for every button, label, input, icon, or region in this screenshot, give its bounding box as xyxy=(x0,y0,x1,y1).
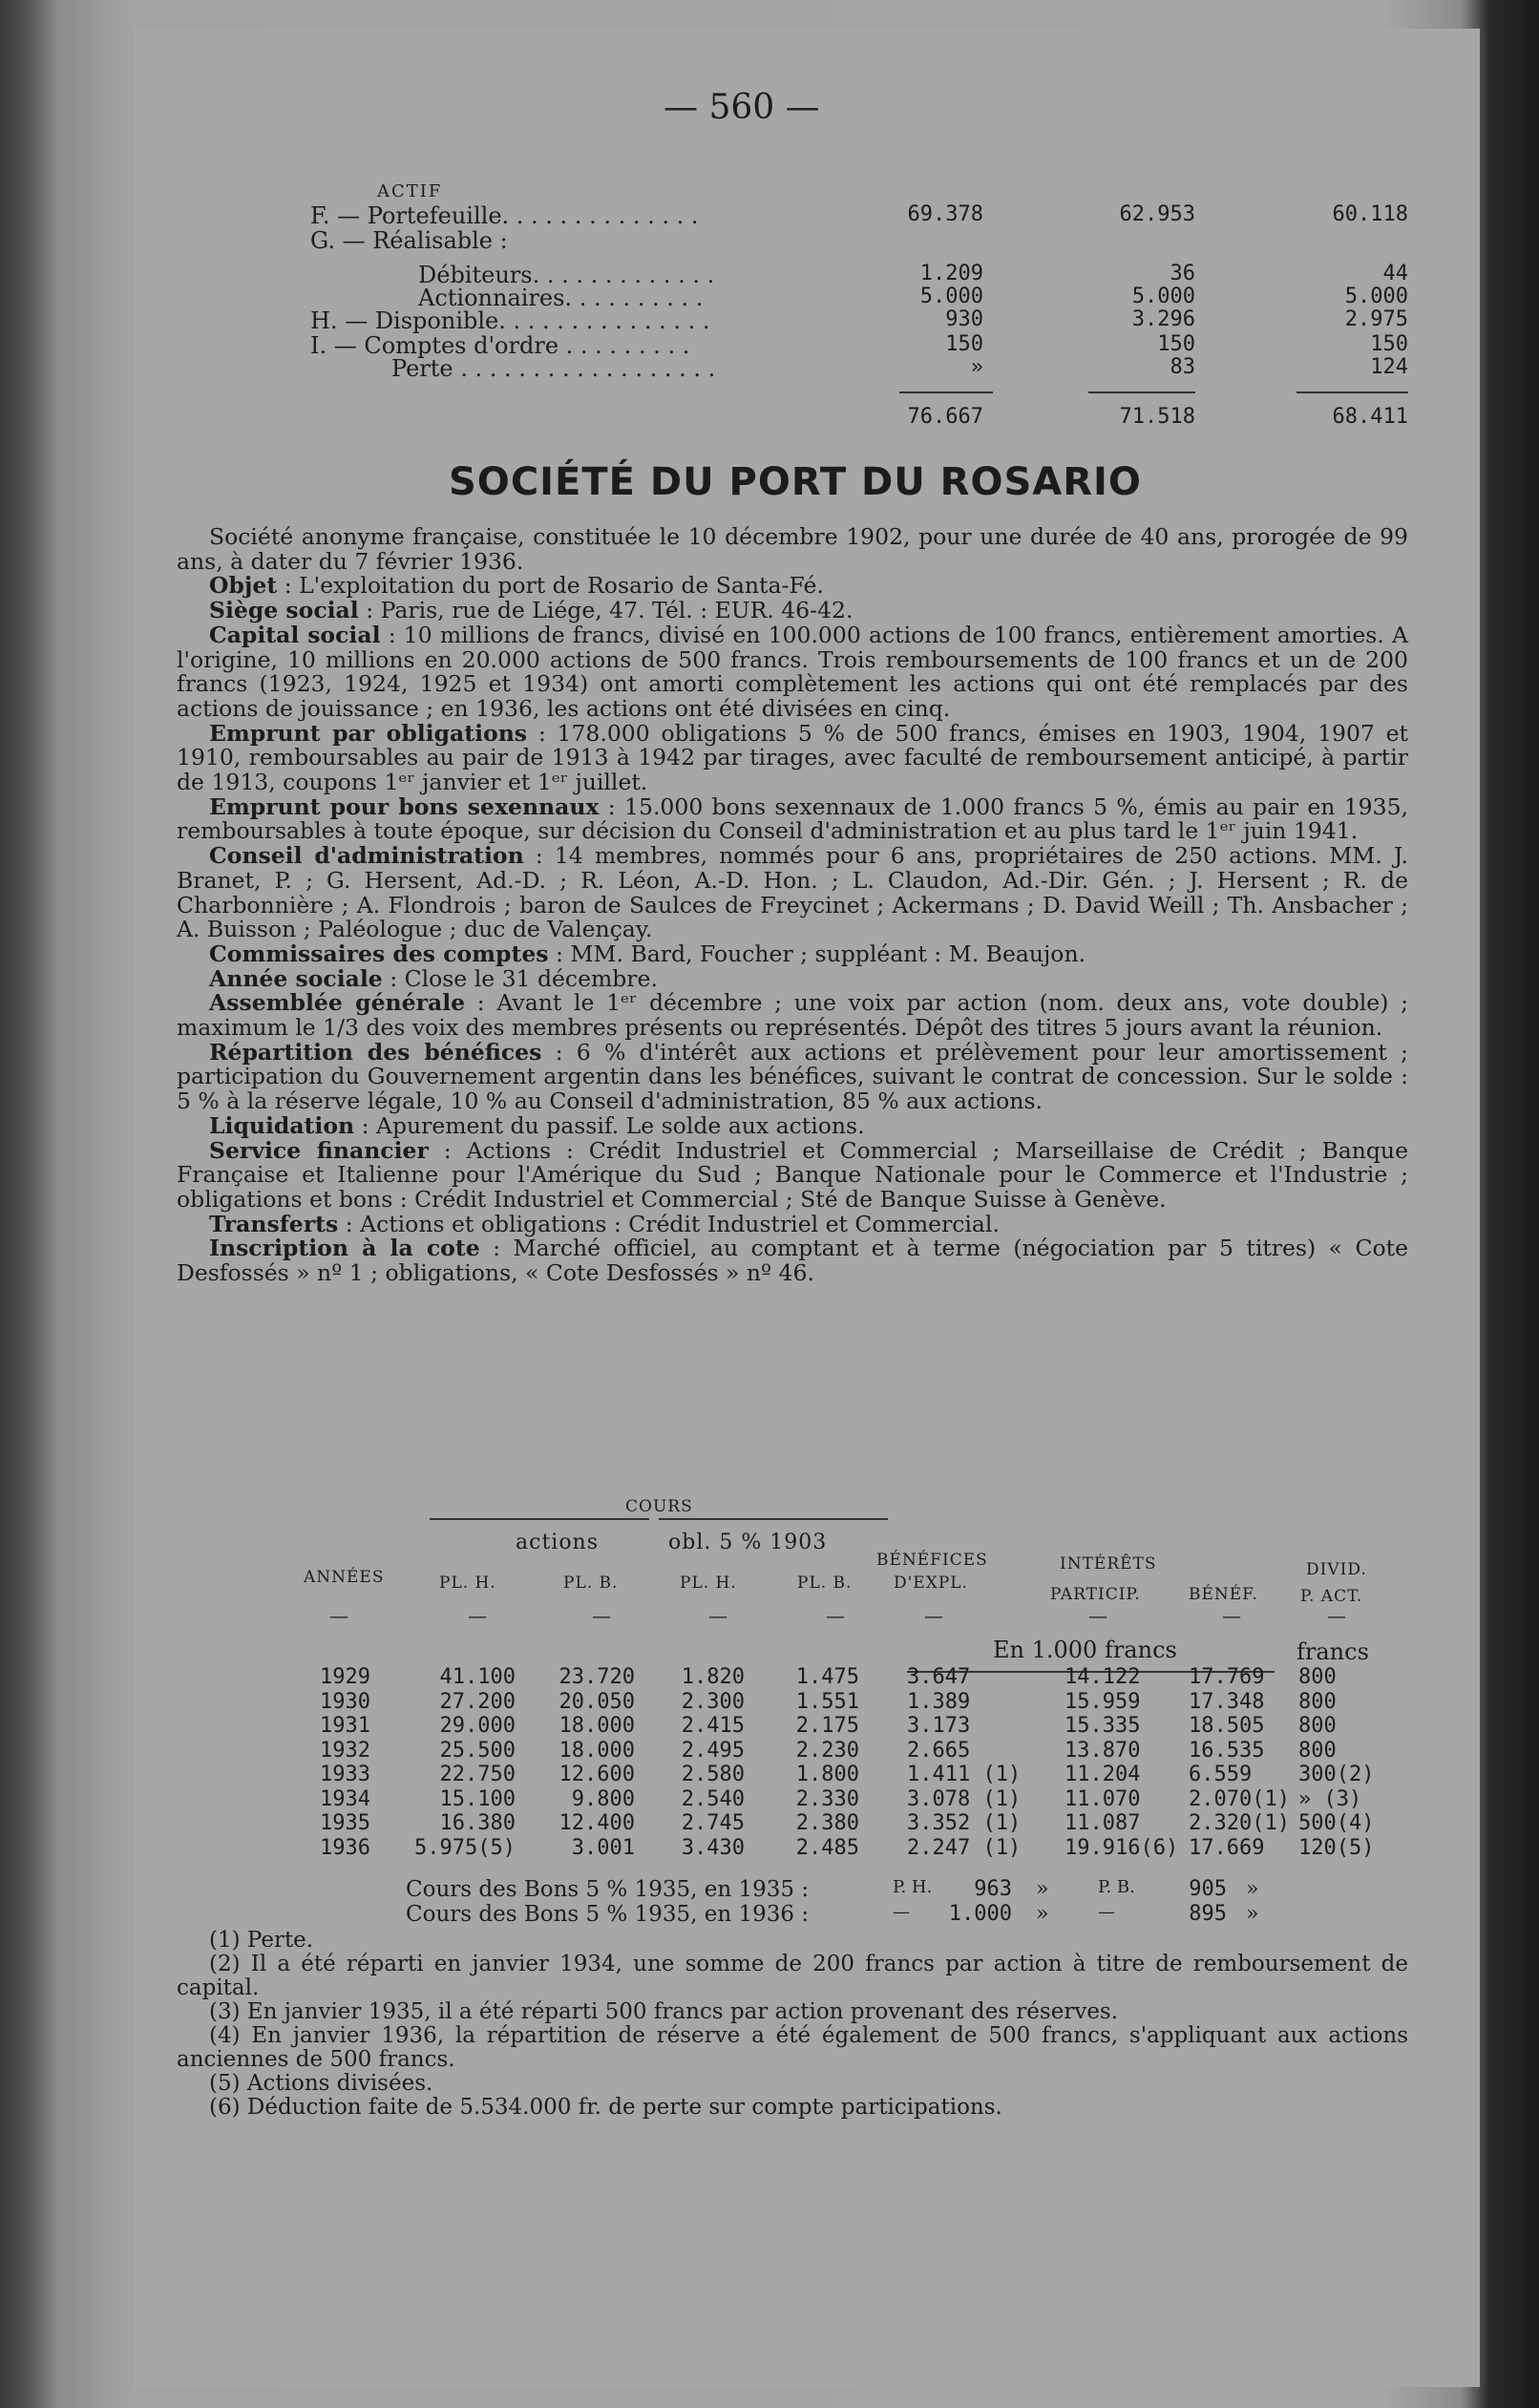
actif-row-value: 3.296 xyxy=(1131,307,1195,331)
section-label: Commissaires des comptes xyxy=(209,940,549,967)
table-cell: 2.330 xyxy=(795,1786,859,1811)
total-rule xyxy=(899,391,993,393)
company-title: SOCIÉTÉ DU PORT DU ROSARIO xyxy=(449,460,1142,504)
table-cell: 1934 xyxy=(320,1786,370,1811)
table-cell: 41.100 xyxy=(439,1665,516,1689)
col-obl-pl-b: PL. B. xyxy=(797,1574,853,1593)
actif-row-label: Débiteurs. . . . . . . . . . . . . xyxy=(418,262,715,288)
table-cell: 2.247 (1) xyxy=(907,1835,1022,1860)
section-paragraph xyxy=(177,964,1408,992)
table-cell: 300(2) xyxy=(1298,1763,1375,1786)
table-cell: 20.050 xyxy=(559,1689,635,1714)
table-cell: 18.000 xyxy=(559,1738,635,1763)
section-label: Service financier xyxy=(209,1136,429,1164)
actif-total-value: 71.518 xyxy=(1119,405,1195,429)
bons-ph: P. H. xyxy=(893,1877,933,1897)
actif-row-value: 69.378 xyxy=(907,202,983,226)
actif-heading: ACTIF xyxy=(377,181,443,201)
footnotes xyxy=(177,1929,1408,2120)
table-cell: 11.070 xyxy=(1065,1786,1141,1811)
section-text: : MM. Bard, Foucher ; suppléant : M. Beaujon. xyxy=(548,940,1086,967)
table-cell: 2.745 xyxy=(681,1811,745,1835)
total-rule xyxy=(1297,391,1408,393)
table-cell: 13.870 xyxy=(1065,1738,1141,1763)
table-cell: 23.720 xyxy=(559,1665,635,1689)
section-label: Emprunt pour bons sexennaux xyxy=(209,792,600,820)
actif-row-label: Actionnaires. . . . . . . . . . xyxy=(418,285,704,311)
actif-total-value: 76.667 xyxy=(907,405,983,429)
section-text: : Avant le 1ᵉʳ décembre ; une voix par action (nom. deux ans, vote double) ; maximum le 1/3 des voix des membres présents ou représentés. Dépôt des titres 5 jours avant la réunion. xyxy=(177,989,1408,1042)
unit-francs: francs xyxy=(1297,1638,1369,1665)
company-description xyxy=(177,525,1408,1286)
table-cell: 2.070(1) xyxy=(1189,1786,1290,1811)
bons-pb-sign: » xyxy=(1246,1877,1259,1901)
section-label: Siège social xyxy=(209,597,359,624)
table-cell: 17.769 xyxy=(1189,1665,1265,1689)
table-cell: 12.400 xyxy=(559,1811,635,1835)
table-cell: 11.204 xyxy=(1065,1763,1141,1786)
col-benef: BÉNÉF. xyxy=(1189,1585,1258,1604)
section-label: Conseil d'administration xyxy=(209,842,524,870)
section-label: Emprunt par obligations xyxy=(209,719,528,747)
section-text: : 178.000 obligations 5 % de 500 francs, émises en 1903, 1904, 1907 et 1910, remboursables au pair de 1913 à 1942 par tirages, avec faculté de remboursement anticipé, à partir de 1913, coupons 1ᵉʳ janvier et 1ᵉʳ juillet. xyxy=(177,719,1409,796)
section-label: Inscription à la cote xyxy=(209,1235,480,1262)
col-benefices: BÉNÉFICES xyxy=(876,1551,988,1570)
actif-row-value: 930 xyxy=(945,307,983,331)
actif-row-label: F. — Portefeuille. . . . . . . . . . . . . . xyxy=(310,202,699,229)
header-dash: — xyxy=(329,1604,348,1627)
table-cell: 14.122 xyxy=(1065,1665,1141,1689)
table-cell: 2.495 xyxy=(681,1738,745,1763)
actif-row-value: 60.118 xyxy=(1332,202,1408,226)
section-label: Objet xyxy=(209,572,278,600)
brace-line xyxy=(430,1518,649,1520)
table-cell: 2.485 xyxy=(795,1835,859,1860)
section-label: Capital social xyxy=(209,621,381,648)
footnote: (5) Actions divisées. xyxy=(209,2071,433,2096)
table-cell: 2.300 xyxy=(681,1689,745,1714)
bons-ph: — xyxy=(893,1902,910,1922)
header-dash: — xyxy=(708,1604,727,1627)
header-dash: — xyxy=(826,1604,845,1627)
table-cell: 1.411 (1) xyxy=(907,1763,1022,1786)
actif-row-value: 83 xyxy=(1170,355,1195,379)
table-cell: 17.669 xyxy=(1189,1835,1265,1860)
table-cell: » (3) xyxy=(1298,1786,1362,1811)
section-text: : 14 membres, nommés pour 6 ans, propriétaires de 250 actions. MM. J. Branet, P. ; G. Hersent, Ad.-D. ; R. Léon, A.-D. Hon. ; L. Claudon, Ad.-Dir. Gén. ; J. Hersent ; R. de Charbonnière ; A. Flondrois ; baron de Saulces de Freycinet ; Ackermans ; D. David Weill ; Th. Ansbacher ; A. Buisson ; Paléologue ; duc de Valençay. xyxy=(177,842,1409,943)
actif-row-value: 62.953 xyxy=(1119,202,1195,226)
total-rule xyxy=(1088,391,1195,393)
table-cell: 1929 xyxy=(320,1665,370,1689)
section-text: : 10 millions de francs, divisé en 100.000 actions de 100 francs, entièrement amorties. A l'origine, 10 millions en 20.000 actions de 500 francs. Trois remboursements de 100 francs et un de 200 francs (1923, 1924, 1925 et 1934) ont amorti complètement les actions qui ont été remplacés par des actions de jouissance ; en 1936, les actions ont été divisées en cinq. xyxy=(177,621,1408,722)
header-dash: — xyxy=(1088,1604,1107,1627)
table-cell: 1.800 xyxy=(795,1763,859,1786)
footnote: (4) En janvier 1936, la répartition de réserve a été également de 500 francs, s'appliquant aux actions anciennes de 500 francs. xyxy=(177,2023,1408,2072)
bons-pb: — xyxy=(1098,1902,1115,1922)
table-cell: 19.916(6) xyxy=(1065,1835,1179,1860)
brace-line xyxy=(659,1518,888,1520)
table-cell: 27.200 xyxy=(439,1689,516,1714)
table-cell: 16.535 xyxy=(1189,1738,1265,1763)
bons-label: Cours des Bons 5 % 1935, en 1936 : xyxy=(406,1902,810,1927)
table-cell: 500(4) xyxy=(1298,1811,1375,1835)
page-number: — 560 — xyxy=(664,88,820,127)
actif-row-value: 5.000 xyxy=(919,285,983,308)
table-cell: 1.820 xyxy=(681,1665,745,1689)
section-paragraph xyxy=(177,574,1408,599)
table-cell: 17.348 xyxy=(1189,1689,1265,1714)
bons-ph-sign: » xyxy=(1036,1877,1049,1901)
table-cell: 3.430 xyxy=(681,1835,745,1860)
actif-row-value: » xyxy=(970,355,983,379)
bons-pb: P. B. xyxy=(1098,1877,1135,1897)
table-cell: 2.230 xyxy=(795,1738,859,1763)
bons-ph-val: 963 xyxy=(974,1877,1012,1901)
intro-paragraph: Société anonyme française, constituée le 10 décembre 1902, pour une durée de 40 ans, prorogée de 99 ans, à dater du 7 février 1936. xyxy=(177,523,1408,575)
table-cell: 11.087 xyxy=(1065,1811,1141,1835)
footnote: (6) Déduction faite de 5.534.000 fr. de perte sur compte participations. xyxy=(209,2095,1002,2120)
table-cell: 29.000 xyxy=(439,1714,516,1738)
col-interets: INTÉRÊTS xyxy=(1060,1554,1157,1574)
section-text: : L'exploitation du port de Rosario de Santa-Fé. xyxy=(277,572,824,600)
actif-row-value: 124 xyxy=(1370,355,1408,379)
bons-pb-val: 905 xyxy=(1189,1877,1227,1901)
footnote: (1) Perte. xyxy=(209,1928,314,1953)
table-cell: 3.078 (1) xyxy=(907,1786,1022,1811)
actif-row-value: 36 xyxy=(1170,262,1195,285)
section-paragraph xyxy=(177,623,1408,722)
table-cell: 3.647 xyxy=(907,1665,971,1689)
table-cell: 800 xyxy=(1298,1689,1337,1714)
bons-ph-sign: » xyxy=(1036,1902,1049,1926)
table-cell: 2.580 xyxy=(681,1763,745,1786)
section-paragraph xyxy=(177,942,1408,967)
actif-row-label: Perte . . . . . . . . . . . . . . . . . . xyxy=(391,355,716,382)
table-cell: 9.800 xyxy=(571,1786,635,1811)
col-p-act: P. ACT. xyxy=(1300,1587,1363,1606)
section-text: : Apurement du passif. Le solde aux actions. xyxy=(354,1111,865,1139)
table-cell: 18.505 xyxy=(1189,1714,1265,1738)
col-divid: DIVID. xyxy=(1306,1560,1367,1579)
actif-row-label: G. — Réalisable : xyxy=(310,227,508,254)
header-dash: — xyxy=(592,1604,611,1627)
table-cell: 1.551 xyxy=(795,1689,859,1714)
actif-row-value: 150 xyxy=(1157,332,1195,356)
section-text: : Actions et obligations : Crédit Industriel et Commercial. xyxy=(338,1210,1000,1237)
table-cell: 120(5) xyxy=(1298,1835,1375,1860)
section-label: Assemblée générale xyxy=(209,989,466,1017)
bons-pb-val: 895 xyxy=(1189,1902,1227,1926)
table-cell: 2.175 xyxy=(795,1714,859,1738)
section-paragraph xyxy=(177,1236,1408,1285)
table-cell: 1.389 xyxy=(907,1689,971,1714)
section-text: : 6 % d'intérêt aux actions et prélèvement pour leur amortissement ; participation du Gouvernement argentin dans les bénéfices, suivant le contrat de concession. Sur le solde : 5 % à la réserve légale, 10 % au Conseil d'administration, 85 % aux actions. xyxy=(177,1038,1408,1115)
table-cell: 2.665 xyxy=(907,1738,971,1763)
table-cell: 1.475 xyxy=(795,1665,859,1689)
header-dash: — xyxy=(468,1604,487,1627)
section-paragraph xyxy=(177,1038,1408,1115)
section-paragraph xyxy=(177,1210,1408,1237)
section-paragraph xyxy=(177,599,1408,623)
table-cell: 800 xyxy=(1298,1714,1337,1738)
table-cell: 2.415 xyxy=(681,1714,745,1738)
table-cell: 1932 xyxy=(320,1738,370,1763)
unit-label: En 1.000 francs xyxy=(993,1637,1177,1663)
table-cell: 800 xyxy=(1298,1665,1337,1689)
bons-pb-sign: » xyxy=(1246,1902,1259,1926)
bons-ph-val: 1.000 xyxy=(948,1902,1012,1926)
actif-total-value: 68.411 xyxy=(1332,405,1408,429)
actif-row-value: 2.975 xyxy=(1344,307,1408,331)
col-obl-pl-h: PL. H. xyxy=(680,1574,737,1593)
table-cell: 3.352 (1) xyxy=(907,1811,1022,1835)
footnote: (2) Il a été réparti en janvier 1934, une somme de 200 francs par action à titre de remboursement de capital. xyxy=(177,1952,1408,2000)
cours-label: COURS xyxy=(625,1497,693,1516)
table-cell: 22.750 xyxy=(439,1763,516,1786)
header-dash: — xyxy=(1327,1604,1346,1627)
actif-row-value: 5.000 xyxy=(1344,285,1408,308)
obl-label: obl. 5 % 1903 xyxy=(668,1531,828,1554)
table-cell: 15.959 xyxy=(1065,1689,1141,1714)
col-pl-h: PL. H. xyxy=(439,1574,496,1593)
section-label: Liquidation xyxy=(209,1111,355,1139)
section-paragraph xyxy=(177,844,1408,942)
actif-row-value: 150 xyxy=(1370,332,1408,356)
table-cell: 15.335 xyxy=(1065,1714,1141,1738)
table-cell: 2.380 xyxy=(795,1811,859,1835)
actif-row-value: 150 xyxy=(945,332,983,356)
table-cell: 18.000 xyxy=(559,1714,635,1738)
table-cell: 3.173 xyxy=(907,1714,971,1738)
actions-label: actions xyxy=(516,1531,600,1554)
table-cell: 2.320(1) xyxy=(1189,1811,1290,1835)
table-cell: 1930 xyxy=(320,1689,370,1714)
table-cell: 3.001 xyxy=(571,1835,635,1860)
actif-row-label: H. — Disponible. . . . . . . . . . . . . . . xyxy=(310,307,710,334)
footnote: (3) En janvier 1935, il a été réparti 500 francs par action provenant des réserves. xyxy=(209,1999,1119,2024)
table-cell: 12.600 xyxy=(559,1763,635,1786)
section-text: : Actions : Crédit Industriel et Commercial ; Marseillaise de Crédit ; Banque Française et Italienne pour l'Amérique du Sud ; Banque Nationale pour le Commerce et l'Industrie ; obligations et bons : Crédit Industriel et Commercial ; Sté de Banque Suisse à Genève. xyxy=(177,1136,1408,1213)
section-paragraph xyxy=(177,792,1408,845)
table-cell: 5.975(5) xyxy=(414,1835,516,1860)
col-annees: ANNÉES xyxy=(304,1568,385,1587)
actif-row-label: I. — Comptes d'ordre . . . . . . . . . xyxy=(310,332,690,359)
table-cell: 1935 xyxy=(320,1811,370,1835)
actif-row-value: 5.000 xyxy=(1131,285,1195,308)
table-cell: 1933 xyxy=(320,1763,370,1786)
section-paragraph xyxy=(177,719,1409,796)
section-label: Année sociale xyxy=(209,964,383,992)
section-text: : Paris, rue de Liége, 47. Tél. : EUR. 46-42. xyxy=(358,597,854,624)
col-pl-b: PL. B. xyxy=(563,1574,619,1593)
section-text: : Close le 31 décembre. xyxy=(382,964,658,992)
col-dexpl: D'EXPL. xyxy=(894,1574,968,1593)
header-dash: — xyxy=(924,1604,943,1627)
section-paragraph xyxy=(177,1111,1408,1139)
table-cell: 2.540 xyxy=(681,1786,745,1811)
section-label: Répartition des bénéfices xyxy=(209,1038,542,1066)
table-cell: 1936 xyxy=(320,1835,370,1860)
section-text: : 15.000 bons sexennaux de 1.000 francs 5 %, émis au pair en 1935, remboursables à toute époque, sur décision du Conseil d'administration et au plus tard le 1ᵉʳ juin 1941. xyxy=(177,792,1408,845)
bons-label: Cours des Bons 5 % 1935, en 1935 : xyxy=(406,1877,810,1902)
header-dash: — xyxy=(1222,1604,1241,1627)
actif-row-value: 44 xyxy=(1382,262,1408,285)
table-cell: 15.100 xyxy=(439,1786,516,1811)
col-particip: PARTICIP. xyxy=(1050,1585,1141,1604)
sections-list xyxy=(177,574,1408,1285)
actif-row-value: 1.209 xyxy=(919,262,983,285)
section-label: Transferts xyxy=(209,1210,339,1237)
table-cell: 25.500 xyxy=(439,1738,516,1763)
section-paragraph xyxy=(177,991,1408,1040)
table-cell: 16.380 xyxy=(439,1811,516,1835)
table-cell: 6.559 xyxy=(1189,1763,1253,1786)
table-cell: 800 xyxy=(1298,1738,1337,1763)
section-text: : Marché officiel, au comptant et à terme (négociation par 5 titres) « Cote Desfossés » nº 1 ; obligations, « Cote Desfossés » nº 46. xyxy=(177,1235,1408,1287)
section-paragraph xyxy=(177,1136,1408,1213)
table-cell: 1931 xyxy=(320,1714,370,1738)
